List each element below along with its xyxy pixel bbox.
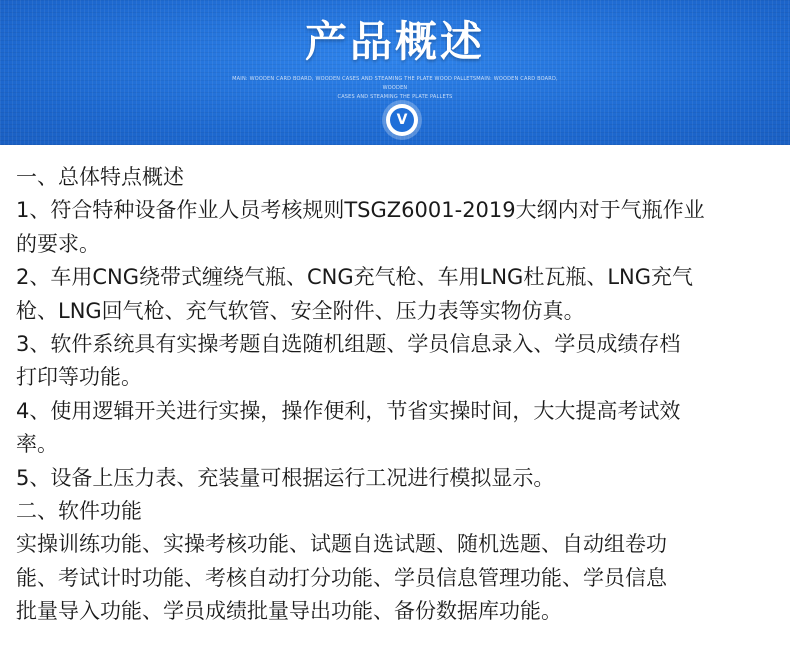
section-heading-overview: 一、总体特点概述 <box>16 165 184 189</box>
text-line: 2、车用CNG绕带式缠绕气瓶、CNG充气枪、车用LNG杜瓦瓶、LNG充气 <box>16 265 694 290</box>
text-line: 的要求。 <box>16 231 100 256</box>
chevron-badge-icon <box>386 104 418 136</box>
banner-subtitle-line-2: CASES AND STEAMING THE PLATE PALLETS <box>337 94 453 100</box>
text-line: 批量导入功能、学员成绩批量导出功能、备份数据库功能。 <box>16 599 562 624</box>
banner-subtitle-line-1: MAIN: WOODEN CARD BOARD, WOODEN CASES AND STEAMING THE PLATE WOOD PALLETSMAIN: WOODEN CARD BOARD, WOODEN <box>232 76 558 91</box>
text-line: 能、考试计时功能、考核自动打分功能、学员信息管理功能、学员信息 <box>16 565 667 590</box>
description-body <box>16 161 780 629</box>
text-line: 1、符合特种设备作业人员考核规则TSGZ6001-2019大纲内对于气瓶作业 <box>16 198 705 223</box>
text-line: 率。 <box>16 432 58 457</box>
banner-subtitle <box>225 75 565 102</box>
text-line: 3、软件系统具有实操考题自选随机组题、学员信息录入、学员成绩存档 <box>16 332 681 357</box>
badge-letter: V <box>390 108 414 132</box>
text-line: 实操训练功能、实操考核功能、试题自选试题、随机选题、自动组卷功 <box>16 532 667 557</box>
header-banner <box>0 0 790 145</box>
section-heading-software: 二、软件功能 <box>16 499 142 524</box>
text-line: 枪、LNG回气枪、充气软管、安全附件、压力表等实物仿真。 <box>16 298 585 323</box>
text-line: 打印等功能。 <box>16 365 142 390</box>
text-line: 4、使用逻辑开关进行实操，操作便利，节省实操时间，大大提高考试效 <box>16 398 681 423</box>
text-line: 5、设备上压力表、充装量可根据运行工况进行模拟显示。 <box>16 465 555 490</box>
page-title: 产品概述 <box>304 17 485 66</box>
